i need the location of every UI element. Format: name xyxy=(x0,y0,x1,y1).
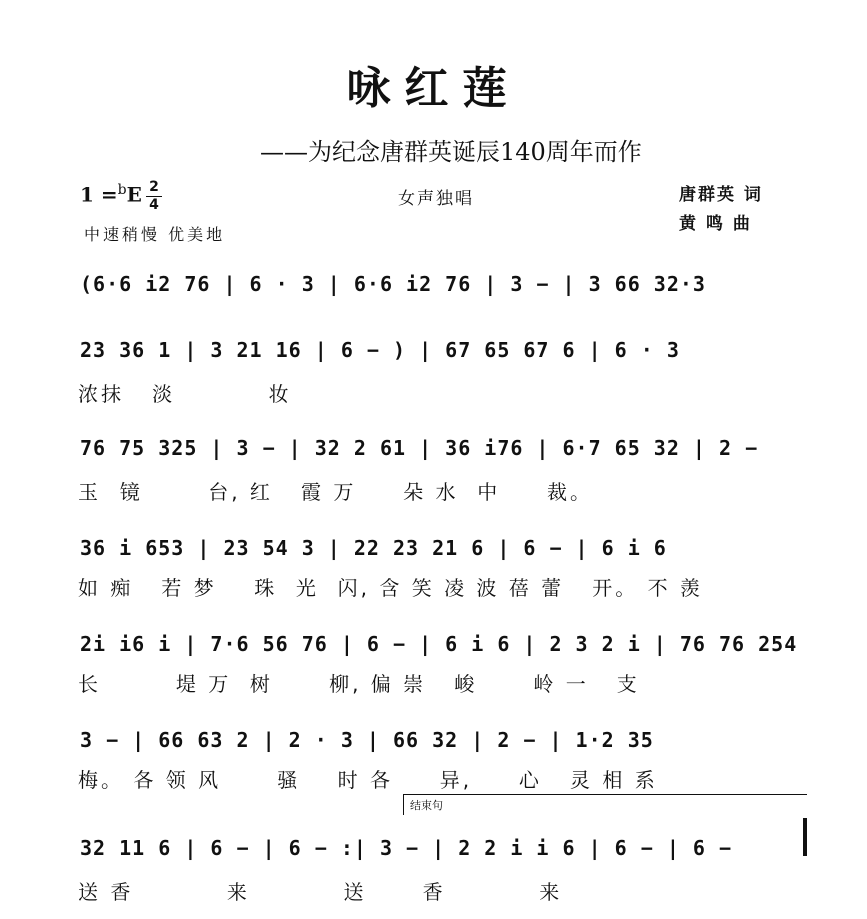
song-title: 咏红莲 xyxy=(346,63,521,114)
notation-line-6: 3 − | 66 63 2 | 2 · 3 | 66 32 | 2 − | 1·2 35 xyxy=(80,728,654,752)
key-signature xyxy=(80,182,142,207)
notation-line-3: 76 75 325 | 3 − | 32 2 61 | 36 i76 | 6·7 65 32 | 2 − xyxy=(80,436,759,460)
notation-line-4: 36 i 653 | 23 54 3 | 22 23 21 6 | 6 − | 6 i 6 xyxy=(80,536,667,560)
ending-bracket xyxy=(403,794,807,815)
lyrics-line-6: 送 香 来 送 香 来 xyxy=(78,880,563,904)
final-barline xyxy=(803,818,807,856)
staff-row-5 xyxy=(80,622,810,666)
lyrics-line-4: 长 堤 万 树 柳, 偏 崇 峻 岭 一 支 xyxy=(78,672,640,696)
time-bottom: 4 xyxy=(149,197,159,213)
ending-label: 结束句 xyxy=(410,799,443,812)
composer-credit: 黄 鸣 曲 xyxy=(679,214,752,234)
staff-row-3 xyxy=(80,426,810,470)
song-subtitle: ——为纪念唐群英诞辰140周年而作 xyxy=(260,138,642,166)
lyrics-line-2: 玉 镜 台, 红 霞 万 朵 水 中 裁。 xyxy=(78,480,594,504)
key-note: E xyxy=(126,182,142,207)
voice-type: 女声独唱 xyxy=(398,189,474,209)
staff-row-2 xyxy=(80,328,810,372)
tempo-marking: 中速稍慢 优美地 xyxy=(84,225,226,244)
lyrics-line-1: 浓抹 淡 妆 xyxy=(78,382,292,406)
lyrics-line-3: 如 痴 若 梦 珠 光 闪, 含 笑 凌 波 蓓 蕾 开。 不 羡 xyxy=(78,576,703,600)
time-signature xyxy=(146,180,162,213)
staff-row-1 xyxy=(80,262,810,306)
lyrics-line-5: 梅。 各 领 风 骚 时 各 异, 心 灵 相 系 xyxy=(78,768,658,792)
notation-line-2: 23 36 1 | 3 21 16 | 6 − ) | 67 65 67 6 | 6 · 3 xyxy=(80,338,680,362)
key-prefix: 1 = xyxy=(80,182,118,207)
notation-line-5: 2i i6 i | 7·6 56 76 | 6 − | 6 i 6 | 2 3 2 i | 76 76 254 xyxy=(80,632,798,656)
notation-line-1: (6·6 i2 76 | 6 · 3 | 6·6 i2 76 | 3 − | 3 66 32·3 xyxy=(80,272,706,296)
staff-row-6 xyxy=(80,718,810,762)
time-top: 2 xyxy=(149,179,159,195)
notation-line-7: 32 11 6 | 6 − | 6 − :| 3 − | 2 2 i i 6 | 6 − | 6 − xyxy=(80,836,733,860)
staff-row-4 xyxy=(80,526,810,570)
lyricist-credit: 唐群英 词 xyxy=(679,185,763,205)
flat-sign: b xyxy=(117,182,127,198)
staff-row-7 xyxy=(80,826,810,870)
